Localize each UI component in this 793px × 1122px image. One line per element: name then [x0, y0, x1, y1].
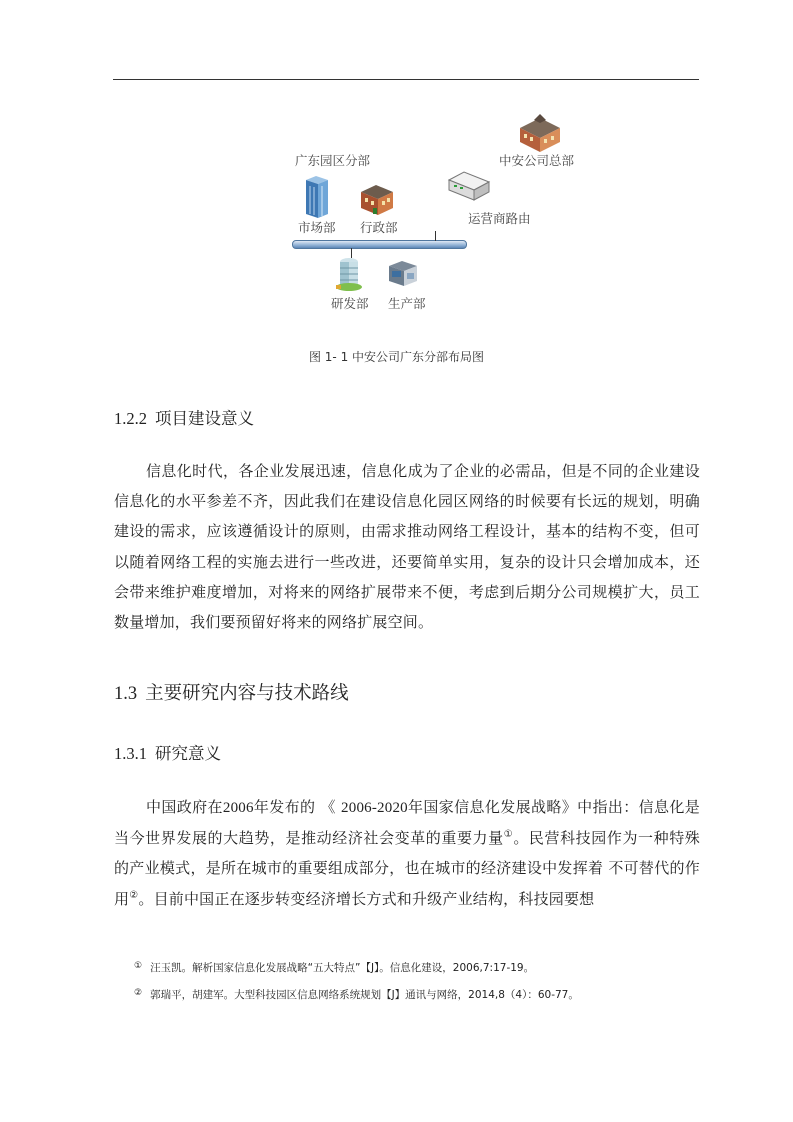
heading-number: 1.2.2 — [114, 409, 147, 428]
heading-1-3-1 — [114, 740, 221, 764]
footnote-ref-1[interactable]: ① — [503, 829, 514, 841]
production-label: 生产部 — [388, 296, 426, 311]
bus-uplink-tick — [435, 231, 436, 241]
text-run: 。目前中国正在逐步转变经济增长方式和升级产业结构，科技园要想 — [138, 889, 595, 908]
heading-1-2-2 — [114, 405, 254, 429]
text-run: 。民营科技园作为一种特殊的产业模式，是所在城市的重要组成部分，也在城市的经济建设中发挥着 不可替代的作用 — [114, 829, 700, 908]
footnote-2 — [134, 987, 579, 1002]
year-2006: 2006 — [222, 800, 254, 816]
network-bus-line — [292, 240, 467, 249]
admin-label: 行政部 — [360, 220, 398, 235]
rd-label: 研发部 — [331, 296, 369, 311]
footnote-text: 汪玉凯。解析国家信息化发展战略“五大特点”【J】。信息化建设，2006,7:17-19。 — [150, 962, 535, 974]
footnote-1 — [134, 960, 534, 975]
heading-number: 1.3.1 — [114, 744, 147, 763]
footnote-text: 郭瑞平，胡建军。大型科技园区信息网络系统规划【J】通讯与网络，2014,8（4）：60-77。 — [150, 989, 579, 1001]
admin-building-icon — [358, 182, 396, 216]
heading-title: 研究意义 — [155, 744, 221, 763]
paragraph-research-significance — [114, 792, 700, 914]
hq-building-icon — [516, 112, 564, 152]
market-label: 市场部 — [298, 220, 336, 235]
rd-building-icon — [334, 256, 364, 292]
header-rule — [113, 79, 699, 80]
text-run: 中国政府在 — [146, 798, 223, 816]
paragraph-project-significance: 信息化时代，各企业发展迅速，信息化成为了企业的必需品，但是不同的企业建设信息化的水平参差不齐，因此我们在建设信息化园区网络的时候要有长远的规划，明确建设的需求，应该遵循设计的原则，由需求推动网络工程设计，基本的结构不变，但可以随着网络工程的实施去进行一些改进，还要简单实用，复杂的设计只会增加成本，还会带来维护难度增加，对将来的网络扩展带来不便，考虑到后期分公司规模扩大，员工数量增加，我们要预留好将来的网络扩展空间。 — [114, 462, 700, 632]
production-building-icon — [386, 258, 420, 288]
year-range: 2006-2020 — [341, 800, 408, 816]
footnote-mark: ① — [134, 961, 143, 971]
router-icon — [446, 170, 492, 202]
heading-title: 主要研究内容与技术路线 — [145, 683, 349, 704]
footnote-mark: ② — [134, 988, 143, 998]
heading-number: 1.3 — [114, 684, 138, 704]
heading-title: 项目建设意义 — [155, 409, 254, 428]
text-run: 年发布的 《 — [253, 798, 342, 816]
network-layout-figure — [270, 100, 590, 320]
market-building-icon — [302, 174, 332, 218]
footnote-ref-2[interactable]: ② — [129, 889, 139, 901]
figure-caption: 图 1- 1 中安公司广东分部布局图 — [308, 350, 485, 364]
heading-1-3 — [114, 679, 349, 705]
hq-label: 中安公司总部 — [499, 153, 575, 168]
router-label: 运营商路由 — [468, 211, 531, 226]
branch-label: 广东园区分部 — [295, 153, 371, 168]
text-run: 年国家信息化发展战略》中指出：信息化是当今世界发展的大趋势，是推动经济社会变革的重要力量 — [114, 798, 700, 848]
